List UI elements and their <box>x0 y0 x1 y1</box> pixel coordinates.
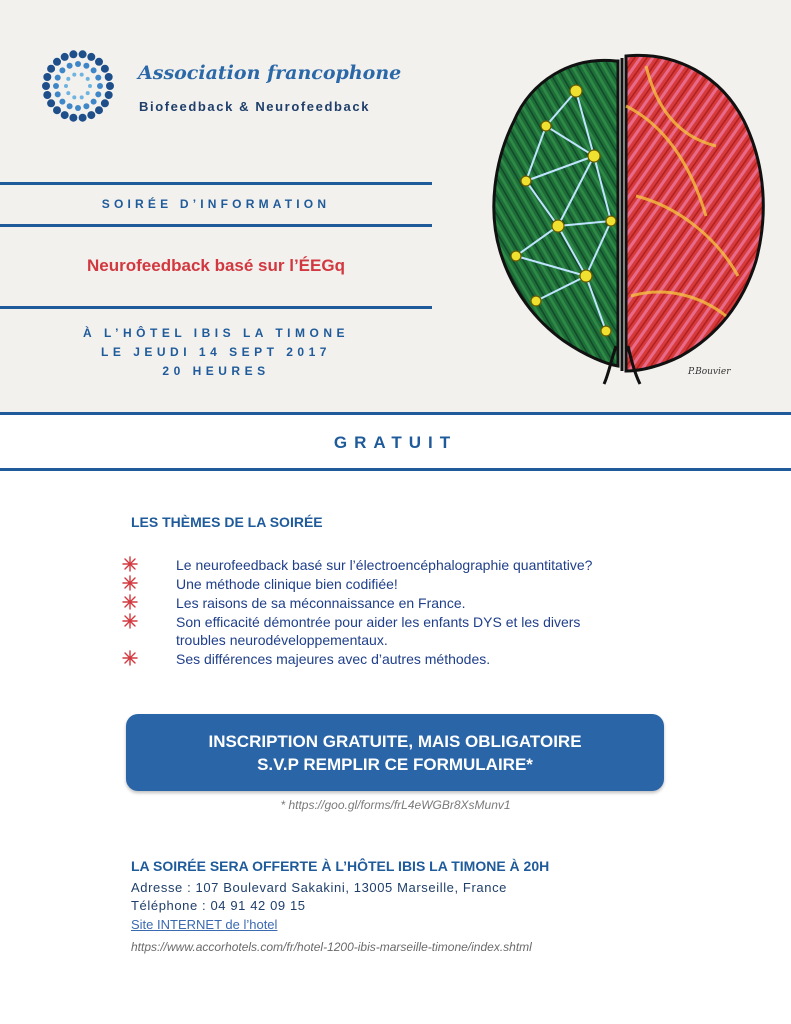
brain-illustration <box>476 46 776 386</box>
registration-line-1: INSCRIPTION GRATUITE, MAIS OBLIGATOIRE <box>208 732 582 751</box>
theme-item: Les raisons de sa méconnaissance en France. <box>176 595 466 611</box>
divider <box>0 306 432 309</box>
theme-item: Son efficacité démontrée pour aider les enfants DYS et les divers <box>176 614 581 630</box>
divider <box>0 412 791 415</box>
date-line: LE JEUDI 14 SEPT 2017 <box>101 345 331 359</box>
hotel-url[interactable]: https://www.accorhotels.com/fr/hotel-1200-ibis-marseille-timone/index.shtml <box>131 940 532 954</box>
theme-item: Ses différences majeures avec d’autres méthodes. <box>176 651 491 667</box>
registration-button[interactable] <box>126 714 664 791</box>
form-url-link[interactable]: * https://goo.gl/forms/frL4eWGBr8XsMunv1 <box>280 798 511 812</box>
divider <box>0 468 791 471</box>
asterisk-star-icon <box>122 556 138 572</box>
event-type: SOIRÉE D’INFORMATION <box>101 197 331 211</box>
address: Adresse : 107 Boulevard Sakakini, 13005 Marseille, France <box>131 880 507 895</box>
event-title: Neurofeedback basé sur l’ÉEGq <box>87 256 345 275</box>
venue-line: À L’HÔTEL IBIS LA TIMONE <box>82 326 349 340</box>
themes-title: LES THÈMES DE LA SOIRÉE <box>131 514 323 530</box>
free-banner: GRATUIT <box>333 433 458 452</box>
asterisk-star-icon <box>122 613 138 629</box>
org-name: Association francophone <box>138 62 402 84</box>
divider <box>0 182 432 185</box>
artist-signature: P.Bouvier <box>688 367 731 377</box>
venue-offer-title: LA SOIRÉE SERA OFFERTE À L’HÔTEL IBIS LA TIMONE À 20H <box>131 858 550 874</box>
phone: Téléphone : 04 91 42 09 15 <box>131 898 306 913</box>
divider <box>0 224 432 227</box>
org-logo-icon <box>36 46 122 126</box>
org-subtitle: Biofeedback & Neurofeedback <box>139 99 371 114</box>
asterisk-star-icon <box>122 575 138 591</box>
theme-item-continuation: troubles neurodéveloppementaux. <box>176 632 388 648</box>
theme-item: Le neurofeedback basé sur l’électroencéphalographie quantitative? <box>176 557 593 573</box>
asterisk-star-icon <box>122 650 138 666</box>
time-line: 20 HEURES <box>162 364 270 378</box>
asterisk-star-icon <box>122 594 138 610</box>
theme-item: Une méthode clinique bien codifiée! <box>176 576 398 592</box>
hotel-site-link[interactable]: Site INTERNET de l’hotel <box>131 917 278 932</box>
registration-line-2: S.V.P REMPLIR CE FORMULAIRE* <box>257 755 533 774</box>
